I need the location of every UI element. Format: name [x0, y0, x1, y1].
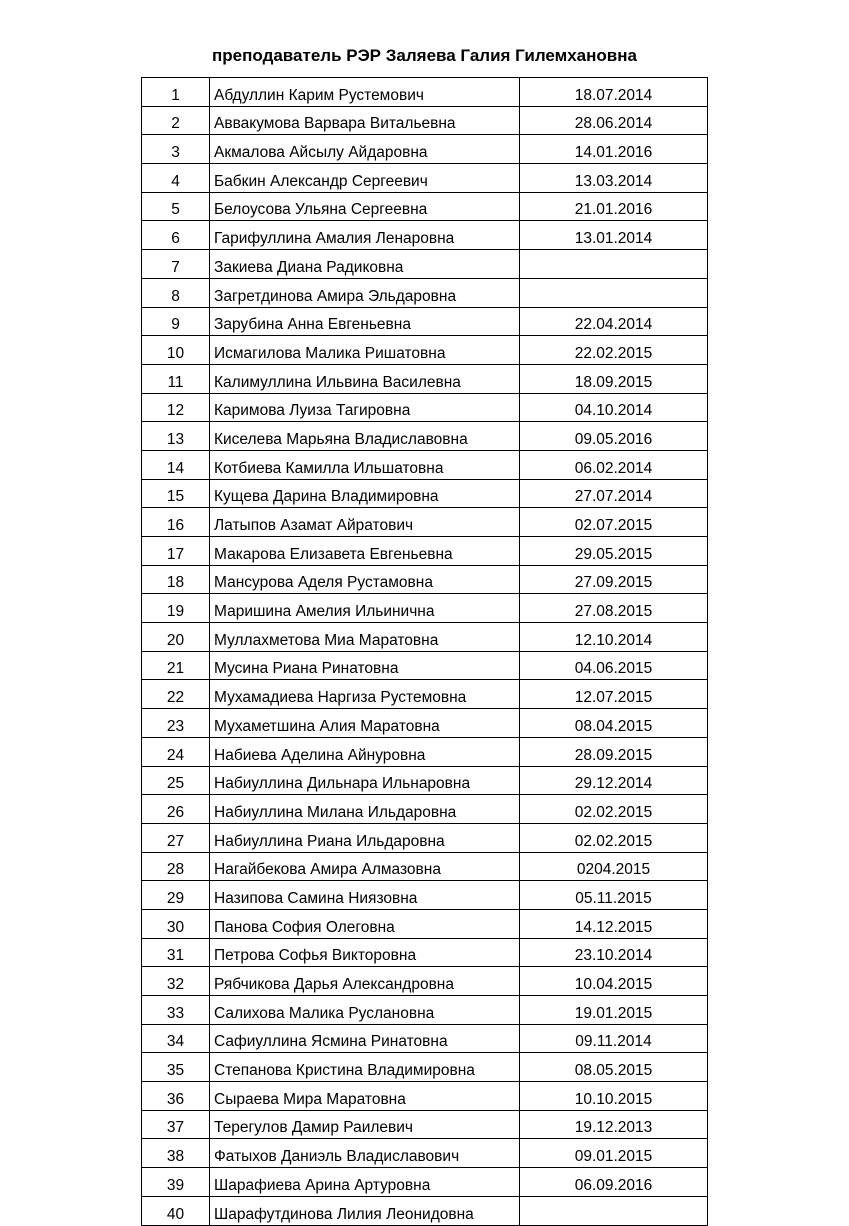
student-name-cell: Фатыхов Даниэль Владиславович [210, 1139, 520, 1168]
student-name-cell: Калимуллина Ильвина Василевна [210, 364, 520, 393]
student-name-cell: Кущева Дарина Владимировна [210, 479, 520, 508]
student-name-cell: Акмалова Айсылу Айдаровна [210, 135, 520, 164]
student-name-cell: Мансурова Аделя Рустамовна [210, 565, 520, 594]
birth-date-cell: 04.10.2014 [520, 393, 708, 422]
row-number-cell: 16 [142, 508, 210, 537]
birth-date-cell: 29.05.2015 [520, 537, 708, 566]
row-number-cell: 28 [142, 852, 210, 881]
row-number-cell: 22 [142, 680, 210, 709]
student-name-cell: Набиуллина Дильнара Ильнаровна [210, 766, 520, 795]
row-number-cell: 20 [142, 623, 210, 652]
table-row [142, 106, 708, 135]
row-number-cell: 2 [142, 106, 210, 135]
table-row [142, 450, 708, 479]
student-name-cell: Каримова Луиза Тагировна [210, 393, 520, 422]
table-row [142, 479, 708, 508]
table-row [142, 250, 708, 279]
birth-date-cell: 27.08.2015 [520, 594, 708, 623]
birth-date-cell: 08.05.2015 [520, 1053, 708, 1082]
student-name-cell: Рябчикова Дарья Александровна [210, 967, 520, 996]
student-name-cell: Назипова Самина Ниязовна [210, 881, 520, 910]
row-number-cell: 8 [142, 278, 210, 307]
row-number-cell: 10 [142, 336, 210, 365]
student-name-cell: Набиуллина Милана Ильдаровна [210, 795, 520, 824]
birth-date-cell: 28.06.2014 [520, 106, 708, 135]
birth-date-cell: 23.10.2014 [520, 938, 708, 967]
student-name-cell: Бабкин Александр Сергеевич [210, 164, 520, 193]
page-title: преподаватель РЭР Заляева Галия Гилемхановна [212, 46, 637, 65]
table-row [142, 1053, 708, 1082]
student-name-cell: Нагайбекова Амира Алмазовна [210, 852, 520, 881]
birth-date-cell: 14.12.2015 [520, 909, 708, 938]
table-row [142, 967, 708, 996]
row-number-cell: 35 [142, 1053, 210, 1082]
birth-date-cell: 22.02.2015 [520, 336, 708, 365]
birth-date-cell: 06.02.2014 [520, 450, 708, 479]
table-row [142, 393, 708, 422]
student-name-cell: Зарубина Анна Евгеньевна [210, 307, 520, 336]
birth-date-cell [520, 1196, 708, 1225]
birth-date-cell: 19.12.2013 [520, 1110, 708, 1139]
row-number-cell: 4 [142, 164, 210, 193]
birth-date-cell: 02.02.2015 [520, 795, 708, 824]
row-number-cell: 18 [142, 565, 210, 594]
row-number-cell: 37 [142, 1110, 210, 1139]
table-row [142, 1082, 708, 1111]
student-name-cell: Киселева Марьяна Владиславовна [210, 422, 520, 451]
table-row [142, 651, 708, 680]
birth-date-cell: 10.04.2015 [520, 967, 708, 996]
table-row [142, 278, 708, 307]
row-number-cell: 27 [142, 823, 210, 852]
student-name-cell: Маришина Амелия Ильинична [210, 594, 520, 623]
table-row [142, 364, 708, 393]
table-row [142, 336, 708, 365]
birth-date-cell: 08.04.2015 [520, 709, 708, 738]
table-row [142, 680, 708, 709]
row-number-cell: 39 [142, 1168, 210, 1197]
row-number-cell: 17 [142, 537, 210, 566]
student-name-cell: Терегулов Дамир Раилевич [210, 1110, 520, 1139]
row-number-cell: 36 [142, 1082, 210, 1111]
table-row [142, 537, 708, 566]
birth-date-cell: 27.07.2014 [520, 479, 708, 508]
birth-date-cell [520, 250, 708, 279]
student-name-cell: Салихова Малика Руслановна [210, 996, 520, 1025]
birth-date-cell: 12.10.2014 [520, 623, 708, 652]
table-row [142, 565, 708, 594]
table-row [142, 623, 708, 652]
student-name-cell: Шарафиева Арина Артуровна [210, 1168, 520, 1197]
table-row [142, 909, 708, 938]
row-number-cell: 9 [142, 307, 210, 336]
birth-date-cell: 22.04.2014 [520, 307, 708, 336]
student-name-cell: Закиева Диана Радиковна [210, 250, 520, 279]
birth-date-cell: 19.01.2015 [520, 996, 708, 1025]
row-number-cell: 24 [142, 737, 210, 766]
birth-date-cell: 02.02.2015 [520, 823, 708, 852]
row-number-cell: 13 [142, 422, 210, 451]
birth-date-cell: 10.10.2015 [520, 1082, 708, 1111]
birth-date-cell: 28.09.2015 [520, 737, 708, 766]
row-number-cell: 38 [142, 1139, 210, 1168]
row-number-cell: 7 [142, 250, 210, 279]
student-name-cell: Панова София Олеговна [210, 909, 520, 938]
row-number-cell: 25 [142, 766, 210, 795]
birth-date-cell: 04.06.2015 [520, 651, 708, 680]
student-name-cell: Аввакумова Варвара Витальевна [210, 106, 520, 135]
table-row [142, 1024, 708, 1053]
birth-date-cell: 0204.2015 [520, 852, 708, 881]
student-name-cell: Абдуллин Карим Рустемович [210, 78, 520, 107]
birth-date-cell: 14.01.2016 [520, 135, 708, 164]
birth-date-cell: 27.09.2015 [520, 565, 708, 594]
table-row [142, 996, 708, 1025]
birth-date-cell: 05.11.2015 [520, 881, 708, 910]
row-number-cell: 40 [142, 1196, 210, 1225]
birth-date-cell: 09.01.2015 [520, 1139, 708, 1168]
student-name-cell: Муллахметова Миа Маратовна [210, 623, 520, 652]
student-name-cell: Сафиуллина Ясмина Ринатовна [210, 1024, 520, 1053]
row-number-cell: 34 [142, 1024, 210, 1053]
student-name-cell: Макарова Елизавета Евгеньевна [210, 537, 520, 566]
table-row [142, 938, 708, 967]
row-number-cell: 23 [142, 709, 210, 738]
row-number-cell: 21 [142, 651, 210, 680]
birth-date-cell: 13.03.2014 [520, 164, 708, 193]
table-row [142, 709, 708, 738]
student-name-cell: Мухаметшина Алия Маратовна [210, 709, 520, 738]
row-number-cell: 14 [142, 450, 210, 479]
student-name-cell: Шарафутдинова Лилия Леонидовна [210, 1196, 520, 1225]
student-name-cell: Мухамадиева Наргиза Рустемовна [210, 680, 520, 709]
student-name-cell: Набиева Аделина Айнуровна [210, 737, 520, 766]
student-name-cell: Белоусова Ульяна Сергеевна [210, 192, 520, 221]
table-row [142, 221, 708, 250]
birth-date-cell: 09.11.2014 [520, 1024, 708, 1053]
birth-date-cell: 02.07.2015 [520, 508, 708, 537]
birth-date-cell: 18.09.2015 [520, 364, 708, 393]
table-row [142, 508, 708, 537]
row-number-cell: 19 [142, 594, 210, 623]
table-row [142, 737, 708, 766]
row-number-cell: 31 [142, 938, 210, 967]
table-row [142, 307, 708, 336]
table-row [142, 795, 708, 824]
table-row [142, 1196, 708, 1225]
row-number-cell: 30 [142, 909, 210, 938]
table-row [142, 852, 708, 881]
row-number-cell: 11 [142, 364, 210, 393]
birth-date-cell: 18.07.2014 [520, 78, 708, 107]
birth-date-cell: 06.09.2016 [520, 1168, 708, 1197]
birth-date-cell: 13.01.2014 [520, 221, 708, 250]
table-row [142, 594, 708, 623]
roster-body [142, 78, 708, 1226]
row-number-cell: 3 [142, 135, 210, 164]
row-number-cell: 6 [142, 221, 210, 250]
row-number-cell: 32 [142, 967, 210, 996]
student-name-cell: Сыраева Мира Маратовна [210, 1082, 520, 1111]
student-name-cell: Латыпов Азамат Айратович [210, 508, 520, 537]
student-name-cell: Котбиева Камилла Ильшатовна [210, 450, 520, 479]
row-number-cell: 1 [142, 78, 210, 107]
student-name-cell: Исмагилова Малика Ришатовна [210, 336, 520, 365]
table-row [142, 823, 708, 852]
student-name-cell: Набиуллина Риана Ильдаровна [210, 823, 520, 852]
table-row [142, 192, 708, 221]
student-name-cell: Петрова Софья Викторовна [210, 938, 520, 967]
table-row [142, 1110, 708, 1139]
student-roster-table [141, 77, 708, 1226]
student-name-cell: Загретдинова Амира Эльдаровна [210, 278, 520, 307]
birth-date-cell: 29.12.2014 [520, 766, 708, 795]
row-number-cell: 15 [142, 479, 210, 508]
row-number-cell: 33 [142, 996, 210, 1025]
table-row [142, 881, 708, 910]
table-row [142, 766, 708, 795]
table-row [142, 164, 708, 193]
birth-date-cell: 09.05.2016 [520, 422, 708, 451]
birth-date-cell: 12.07.2015 [520, 680, 708, 709]
row-number-cell: 29 [142, 881, 210, 910]
student-name-cell: Мусина Риана Ринатовна [210, 651, 520, 680]
table-row [142, 1168, 708, 1197]
table-row [142, 78, 708, 107]
table-row [142, 135, 708, 164]
row-number-cell: 12 [142, 393, 210, 422]
row-number-cell: 5 [142, 192, 210, 221]
student-name-cell: Степанова Кристина Владимировна [210, 1053, 520, 1082]
table-row [142, 422, 708, 451]
row-number-cell: 26 [142, 795, 210, 824]
birth-date-cell: 21.01.2016 [520, 192, 708, 221]
table-row [142, 1139, 708, 1168]
birth-date-cell [520, 278, 708, 307]
student-name-cell: Гарифуллина Амалия Ленаровна [210, 221, 520, 250]
